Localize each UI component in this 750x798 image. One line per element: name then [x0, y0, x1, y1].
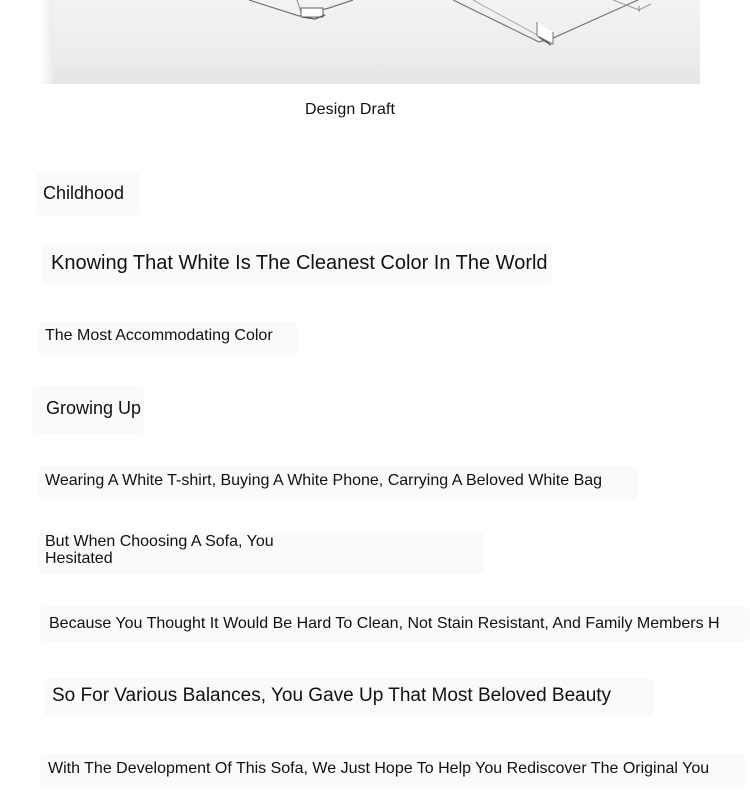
story-line-rediscover-you: With The Development Of This Sofa, We Just Hope To Help You Rediscover The Original You [48, 760, 710, 777]
story-line-cleanest-color: Knowing That White Is The Cleanest Color In The World [51, 252, 548, 274]
story-line-hard-to-clean: Because You Thought It Would Be Hard To Clean, Not Stain Resistant, And Family Members H [49, 615, 720, 632]
design-draft-image [53, 0, 700, 84]
sofa-sketch-illustration [53, 0, 700, 84]
image-shadow [40, 0, 54, 84]
story-line-growing-up: Growing Up [46, 398, 142, 418]
figure-caption: Design Draft [304, 101, 396, 118]
story-line-hesitated: But When Choosing A Sofa, You Hesitated [45, 533, 274, 567]
story-line-gave-up-beauty: So For Various Balances, You Gave Up That Most Beloved Beauty [52, 685, 612, 706]
story-line-childhood: Childhood [43, 183, 125, 203]
story-line-accommodating-color: The Most Accommodating Color [45, 327, 273, 344]
story-line-white-items: Wearing A White T-shirt, Buying A White Phone, Carrying A Beloved White Bag [45, 472, 603, 489]
